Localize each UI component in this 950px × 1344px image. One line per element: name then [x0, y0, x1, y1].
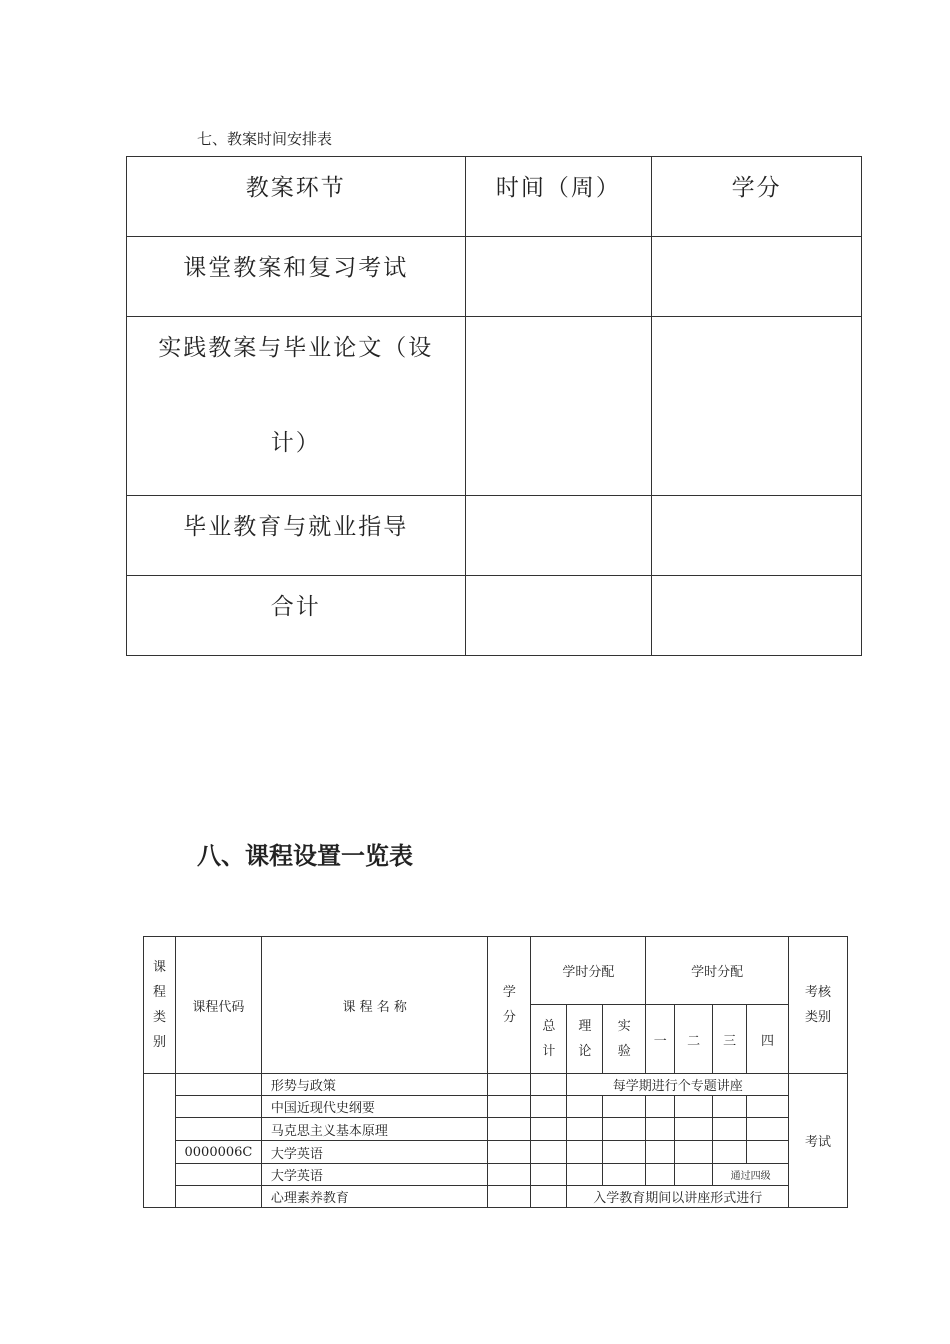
- section-8-heading: 八、课程设置一览表: [197, 842, 413, 870]
- theory-hours-header: 理 论: [567, 1005, 603, 1074]
- total-cell: [531, 1074, 567, 1096]
- column-header-phase: 教案环节: [127, 157, 466, 237]
- table-row: [144, 1141, 848, 1164]
- course-name: 马克思主义基本原理: [261, 1118, 488, 1141]
- row-label: 合计: [127, 576, 466, 656]
- course-list-table: [143, 936, 848, 1208]
- table-row: [127, 576, 862, 656]
- course-note: 通过四级: [713, 1164, 789, 1186]
- exam-type-cell: 考试: [789, 1074, 848, 1208]
- table-header-row: [144, 937, 848, 1005]
- table-row: [144, 1118, 848, 1141]
- credit-cell: [488, 1186, 531, 1208]
- course-code: [175, 1118, 261, 1141]
- column-header-time: 时间（周）: [465, 157, 652, 237]
- semester-4-header: 四: [747, 1005, 789, 1074]
- row-label: [127, 317, 466, 496]
- row-label-line-1: 实践教案与毕业论文（设: [158, 335, 434, 361]
- semester-group-header: 学时分配: [646, 937, 789, 1005]
- semester-1-header: 一: [646, 1005, 675, 1074]
- table-row: [144, 1164, 848, 1186]
- code-header: 课程代码: [175, 937, 261, 1074]
- table-header-row: [127, 157, 862, 237]
- semester-3-header: 三: [713, 1005, 747, 1074]
- row-label: 课堂教案和复习考试: [127, 237, 466, 317]
- course-note: 每学期进行个专题讲座: [567, 1074, 789, 1096]
- semester-2-header: 二: [675, 1005, 713, 1074]
- exam-type-header: 考核 类别: [789, 937, 848, 1074]
- total-cell: [531, 1186, 567, 1208]
- credit-cell: [652, 496, 862, 576]
- course-name: 心理素养教育: [261, 1186, 488, 1208]
- section-7-heading: 七、教案时间安排表: [197, 130, 333, 148]
- course-name: 大学英语: [261, 1141, 488, 1164]
- course-name: 形势与政策: [261, 1074, 488, 1096]
- column-header-credit: 学分: [652, 157, 862, 237]
- time-cell: [465, 576, 652, 656]
- row-label: 毕业教育与就业指导: [127, 496, 466, 576]
- row-label-line-2: 计）: [270, 430, 321, 456]
- table-row: [144, 1186, 848, 1208]
- credit-cell: [652, 576, 862, 656]
- credit-header: 学 分: [488, 937, 531, 1074]
- time-cell: [465, 237, 652, 317]
- credit-cell: [652, 317, 862, 496]
- table-row: [127, 496, 862, 576]
- category-header: 课 程 类 别: [144, 937, 176, 1074]
- course-name: 中国近现代史纲要: [261, 1096, 488, 1118]
- course-code: 0000006C: [175, 1141, 261, 1164]
- table-row: [144, 1096, 848, 1118]
- course-note: 入学教育期间以讲座形式进行: [567, 1186, 789, 1208]
- table-row: [144, 1074, 848, 1096]
- time-cell: [465, 317, 652, 496]
- table-row: [127, 317, 862, 496]
- time-cell: [465, 496, 652, 576]
- course-code: [175, 1074, 261, 1096]
- teaching-schedule-table: [126, 156, 862, 656]
- hours-group-header: 学时分配: [531, 937, 646, 1005]
- name-header: 课 程 名 称: [261, 937, 488, 1074]
- table-row: [127, 237, 862, 317]
- course-code: [175, 1186, 261, 1208]
- total-hours-header: 总 计: [531, 1005, 567, 1074]
- course-name: 大学英语: [261, 1164, 488, 1186]
- credit-cell: [652, 237, 862, 317]
- lab-hours-header: 实 验: [603, 1005, 646, 1074]
- course-code: [175, 1096, 261, 1118]
- credit-cell: [488, 1074, 531, 1096]
- category-cell: [144, 1074, 176, 1208]
- course-code: [175, 1164, 261, 1186]
